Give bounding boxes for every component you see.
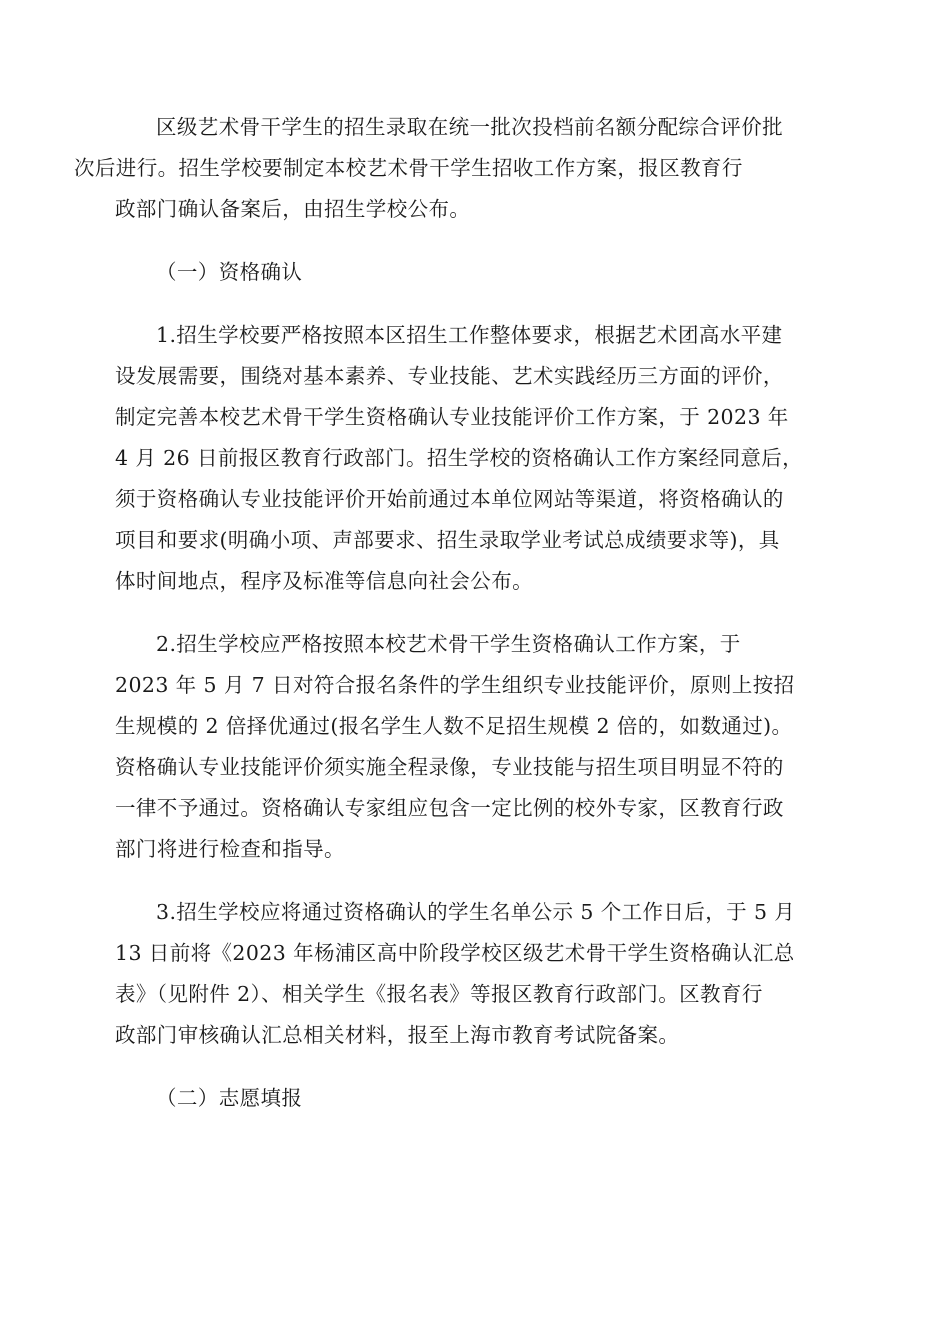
section-heading-application: （二）志愿填报 <box>156 1086 303 1110</box>
text-line: 部门将进行检查和指导。 <box>115 837 345 861</box>
paragraph-item-2 <box>115 624 835 870</box>
text-line: 制定完善本校艺术骨干学生资格确认专业技能评价工作方案，于 2023 年 <box>115 405 789 429</box>
paragraph-intro <box>74 107 835 230</box>
text-line: 13 日前将《2023 年杨浦区高中阶段学校区级艺术骨干学生资格确认汇总 <box>115 941 795 965</box>
text-line: 一律不予通过。资格确认专家组应包含一定比例的校外专家，区教育行政 <box>115 796 784 820</box>
text-line: 区级艺术骨干学生的招生录取在统一批次投档前名额分配综合评价批 <box>156 115 783 139</box>
text-line: 1.招生学校要严格按照本区招生工作整体要求，根据艺术团高水平建 <box>156 323 783 347</box>
section-heading-qualification: （一）资格确认 <box>156 260 303 284</box>
document-page <box>74 107 835 1141</box>
text-line: 体时间地点，程序及标准等信息向社会公布。 <box>115 569 533 593</box>
text-line: 项目和要求(明确小项、声部要求、招生录取学业考试总成绩要求等)，具 <box>115 528 780 552</box>
text-line: 4 月 26 日前报区教育行政部门。招生学校的资格确认工作方案经同意后， <box>115 446 804 470</box>
text-line: 资格确认专业技能评价须实施全程录像，专业技能与招生项目明显不符的 <box>115 755 784 779</box>
text-line: 次后进行。招生学校要制定本校艺术骨干学生招收工作方案，报区教育行 <box>74 156 743 180</box>
text-line: 2.招生学校应严格按照本校艺术骨干学生资格确认工作方案，于 <box>156 632 741 656</box>
text-line: 生规模的 2 倍择优通过(报名学生人数不足招生规模 2 倍的，如数通过)。 <box>115 714 793 738</box>
paragraph-item-1 <box>115 315 835 602</box>
text-line: 2023 年 5 月 7 日对符合报名条件的学生组织专业技能评价，原则上按招 <box>115 673 795 697</box>
text-line: 政部门审核确认汇总相关材料，报至上海市教育考试院备案。 <box>115 1023 680 1047</box>
text-line: 表》（见附件 2）、相关学生《报名表》等报区教育行政部门。区教育行 <box>115 982 763 1006</box>
text-line: 3.招生学校应将通过资格确认的学生名单公示 5 个工作日后，于 5 月 <box>156 900 796 924</box>
text-line: 政部门确认备案后，由招生学校公布。 <box>115 197 471 221</box>
text-line: 设发展需要，围绕对基本素养、专业技能、艺术实践经历三方面的评价， <box>115 364 784 388</box>
paragraph-item-3 <box>115 892 835 1056</box>
text-line: 须于资格确认专业技能评价开始前通过本单位网站等渠道，将资格确认的 <box>115 487 784 511</box>
